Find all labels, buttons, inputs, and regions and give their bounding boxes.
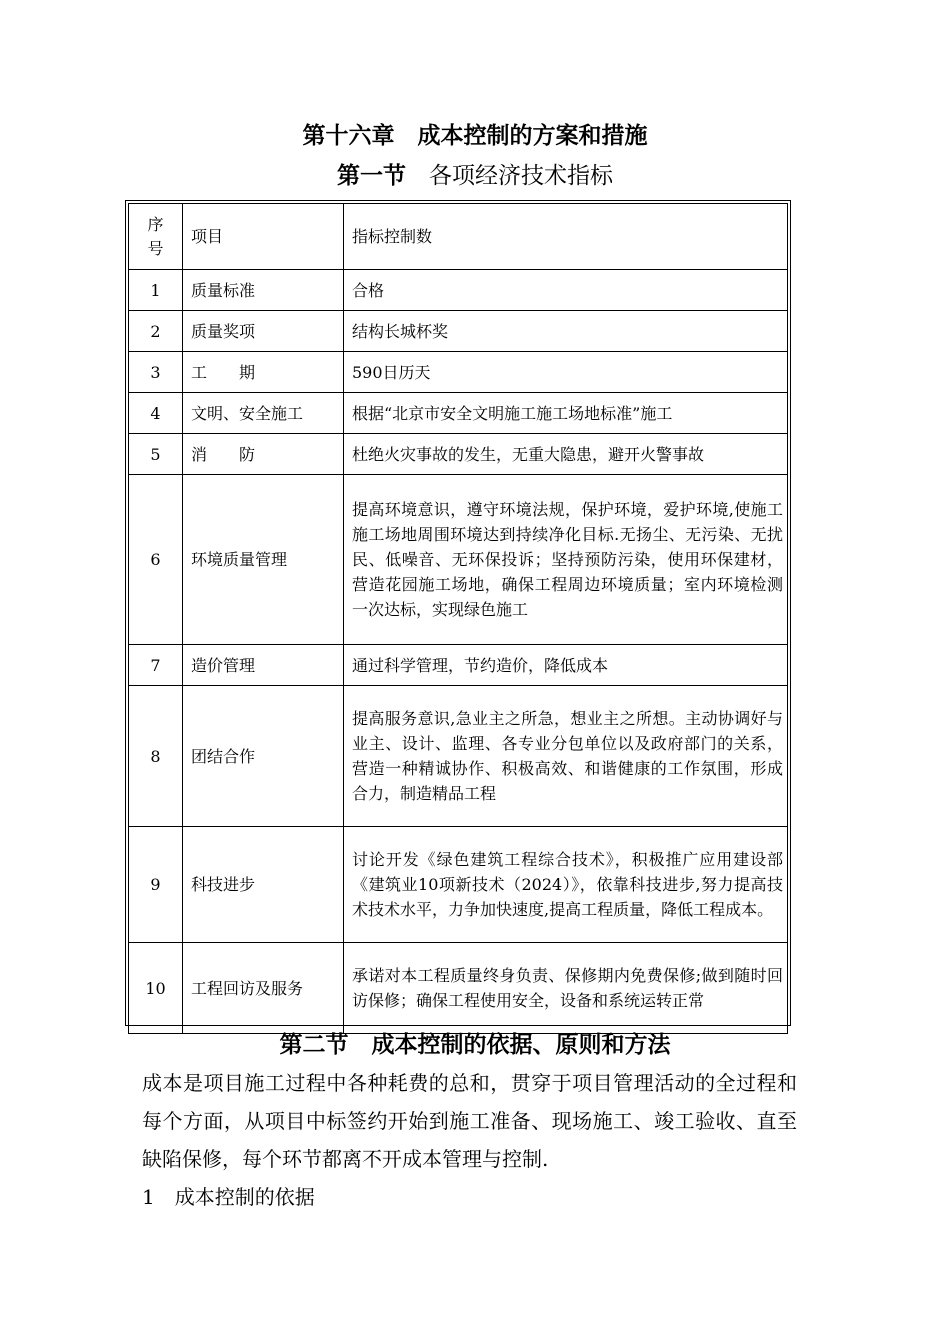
table-row: [129, 827, 788, 943]
header-cell-no: [129, 204, 183, 270]
table-row: [129, 270, 788, 311]
row-content: 讨论开发《绿色建筑工程综合技术》，积极推广应用建设部《建筑业10项新技术（2024）》，依靠科技进步,努力提高技术技术水平，力争加快速度,提高工程质量，降低工程成本。: [344, 827, 788, 943]
chapter-title: 第十六章 成本控制的方案和措施: [302, 123, 648, 149]
indicator-table: [128, 203, 788, 1034]
table-header-row: [129, 204, 788, 270]
header-cell-content: 指标控制数: [344, 204, 788, 270]
row-item: 团结合作: [183, 686, 344, 827]
row-item: 文明、安全施工: [183, 393, 344, 434]
row-number: 8: [129, 686, 183, 827]
row-content: 590日历天: [344, 352, 788, 393]
section1-heading: 各项经济技术指标: [429, 163, 613, 189]
row-content: 根据“北京市安全文明施工施工场地标准”施工: [344, 393, 788, 434]
body-paragraph: 成本是项目施工过程中各种耗费的总和，贯穿于项目管理活动的全过程和每个方面，从项目中标签约开始到施工准备、现场施工、竣工验收、直至缺陷保修，每个环节都离不开成本管理与控制.: [142, 1071, 797, 1171]
table-row: [129, 311, 788, 352]
row-number: 10: [129, 943, 183, 1034]
row-number: 4: [129, 393, 183, 434]
row-item: 消 防: [183, 434, 344, 475]
row-number: 1: [129, 270, 183, 311]
table-row: [129, 943, 788, 1034]
row-item: 质量奖项: [183, 311, 344, 352]
row-content: 结构长城杯奖: [344, 311, 788, 352]
row-content: 提高服务意识,急业主之所急，想业主之所想。主动协调好与业主、设计、监理、各专业分包单位以及政府部门的关系，营造一种精诚协作、积极高效、和谐健康的工作氛围，形成合力，制造精品工程: [344, 686, 788, 827]
row-content: 提高环境意识，遵守环境法规，保护环境，爱护环境,使施工施工场地周围环境达到持续净化目标.无扬尘、无污染、无扰民、低噪音、无环保投诉；坚持预防污染，使用环保建材，营造花园施工场地，确保工程周边环境质量；室内环境检测一次达标，实现绿色施工: [344, 475, 788, 645]
subheading-cost-basis: 1 成本控制的依据: [142, 1185, 315, 1209]
table-row: [129, 645, 788, 686]
table-row: [129, 434, 788, 475]
table-row: [129, 686, 788, 827]
section2-title: 第二节 成本控制的依据、原则和方法: [279, 1032, 671, 1058]
row-number: 9: [129, 827, 183, 943]
row-item: 科技进步: [183, 827, 344, 943]
indicator-table-frame: [125, 200, 791, 1026]
table-row: [129, 475, 788, 645]
row-content: 通过科学管理，节约造价，降低成本: [344, 645, 788, 686]
section1-title: [0, 158, 950, 194]
row-content: 承诺对本工程质量终身负责、保修期内免费保修;做到随时回访保修；确保工程使用安全，设备和系统运转正常: [344, 943, 788, 1034]
row-content: 合格: [344, 270, 788, 311]
row-number: 5: [129, 434, 183, 475]
header-no-text: 序号: [147, 214, 164, 258]
header-cell-item: 项目: [183, 204, 344, 270]
row-item: 环境质量管理: [183, 475, 344, 645]
row-item: 工程回访及服务: [183, 943, 344, 1034]
row-item: 造价管理: [183, 645, 344, 686]
row-number: 3: [129, 352, 183, 393]
row-item: 质量标准: [183, 270, 344, 311]
row-number: 7: [129, 645, 183, 686]
table-row: [129, 352, 788, 393]
row-number: 2: [129, 311, 183, 352]
section1-number: 第一节: [337, 163, 406, 189]
row-item: 工 期: [183, 352, 344, 393]
row-number: 6: [129, 475, 183, 645]
row-content: 杜绝火灾事故的发生，无重大隐患，避开火警事故: [344, 434, 788, 475]
table-row: [129, 393, 788, 434]
